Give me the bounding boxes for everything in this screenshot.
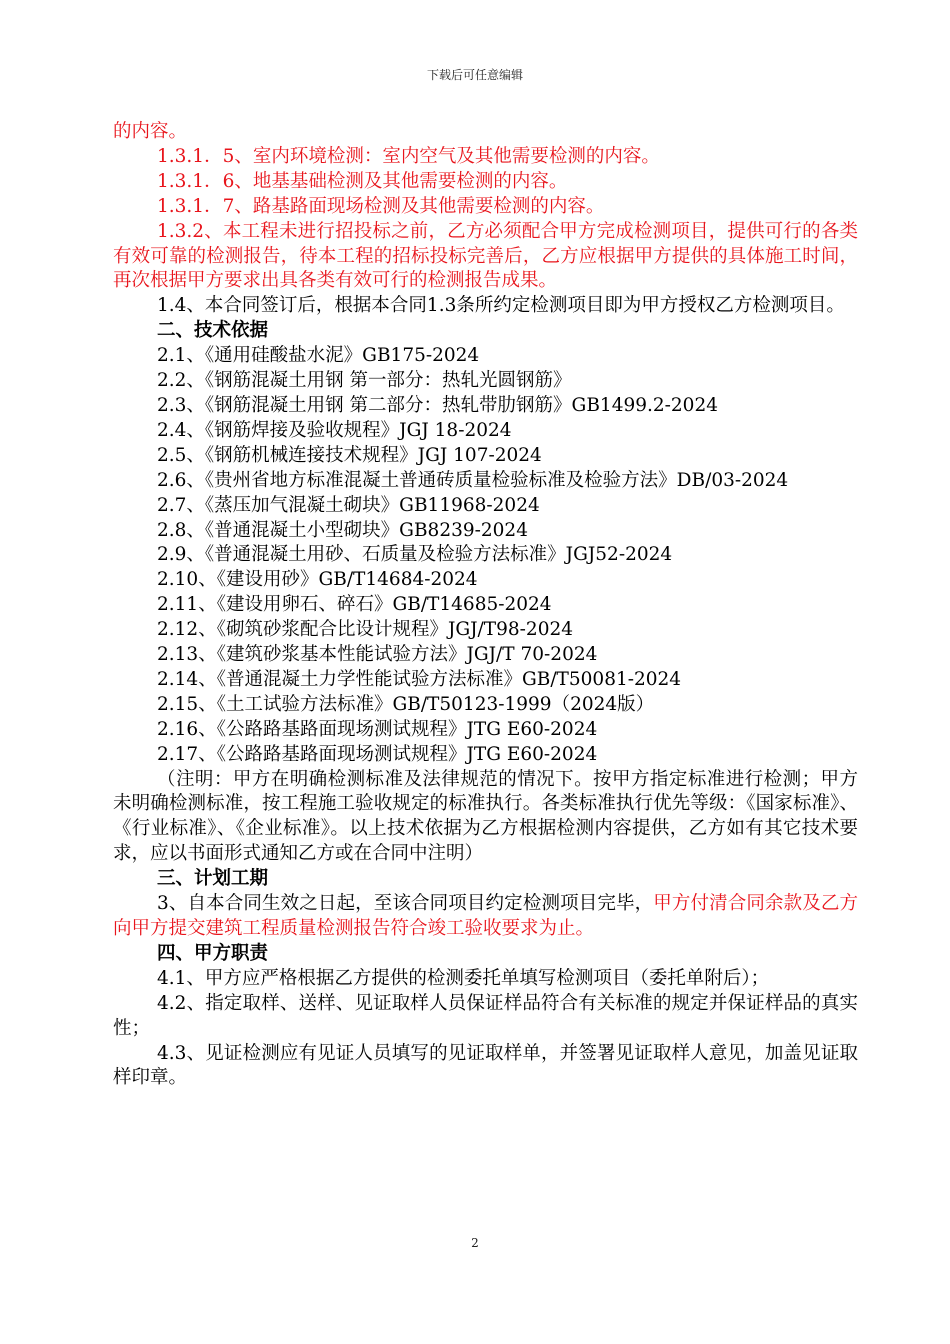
standard-item: 2.15、《土工试验方法标准》GB/T50123-1999（2024版） (157, 693, 655, 715)
clause-1-4: 1.4、本合同签订后，根据本合同1.3条所约定检测项目即为甲方授权乙方检测项目。 (157, 295, 845, 317)
clause-1-3-2: 1.3.2、本工程未进行招投标之前，乙方必须配合甲方完成检测项目，提供可行的各类有效可靠的检测报告，待本工程的招标投标完善后，乙方应根据甲方提供的具体施工时间，再次根据甲方要求出具各类有效可行的检测报告成果。 (113, 220, 858, 292)
standard-item: 2.5、《钢筋机械连接技术规程》JGJ 107-2024 (157, 444, 542, 466)
clause-1-3-1-7: 1.3.1．7、路基路面现场检测及其他需要检测的内容。 (157, 195, 605, 217)
clause-3-highlight: 甲方付清合同余款及乙方向甲方提交建筑工程质量检测报告符合竣工验收要求为止。 (113, 893, 858, 939)
clause-4-1: 4.1、甲方应严格根据乙方提供的检测委托单填写检测项目（委托单附后）； (157, 967, 770, 989)
standard-item: 2.8、《普通混凝土小型砌块》GB8239-2024 (157, 519, 528, 541)
standard-item: 2.6、《贵州省地方标准混凝土普通砖质量检验标准及检验方法》DB/03-2024 (157, 469, 789, 491)
clause-3 (113, 892, 858, 942)
section-heading-party-a-duties: 四、甲方职责 (157, 942, 269, 964)
standard-item: 2.11、《建设用卵石、碎石》GB/T14685-2024 (157, 594, 552, 616)
paragraph-continuation: 的内容。 (113, 121, 188, 142)
section-heading-schedule: 三、计划工期 (157, 868, 269, 890)
standard-item: 2.17、《公路路基路面现场测试规程》JTG E60-2024 (157, 743, 598, 765)
standard-item: 2.12、《砌筑砂浆配合比设计规程》JGJ/T98-2024 (157, 619, 573, 641)
standard-item: 2.3、《钢筋混凝土用钢 第二部分：热轧带肋钢筋》GB1499.2-2024 (157, 394, 718, 416)
standard-item: 2.2、《钢筋混凝土用钢 第一部分：热轧光圆钢筋》 (157, 370, 572, 392)
page-header: 下载后可任意编辑 (426, 68, 523, 82)
clause-3-text: 3、自本合同生效之日起，至该合同项目约定检测项目完毕， (157, 893, 654, 915)
standards-note: （注明：甲方在明确检测标准及法律规范的情况下。按甲方指定标准进行检测；甲方未明确检测标准，按工程施工验收规定的标准执行。各类标准执行优先等级：《国家标准》、《行业标准》、《企业标准》。以上技术依据为乙方根据检测内容提供，乙方如有其它技术要求，应以书面形式通知乙方或在合同中注明） (113, 768, 858, 865)
standard-item: 2.14、《普通混凝土力学性能试验方法标准》GB/T50081-2024 (157, 668, 682, 690)
standard-item: 2.1、《通用硅酸盐水泥》GB175-2024 (157, 345, 480, 367)
standard-item: 2.10、《建设用砂》GB/T14684-2024 (157, 569, 478, 591)
clause-4-2: 4.2、指定取样、送样、见证取样人员保证样品符合有关标准的规定并保证样品的真实性； (113, 992, 858, 1039)
standard-item: 2.13、《建筑砂浆基本性能试验方法》JGJ/T 70-2024 (157, 644, 598, 666)
standard-item: 2.9、《普通混凝土用砂、石质量及检验方法标准》JGJ52-2024 (157, 544, 673, 566)
standard-item: 2.16、《公路路基路面现场测试规程》JTG E60-2024 (157, 718, 598, 740)
clause-4-3: 4.3、见证检测应有见证人员填写的见证取样单，并签署见证取样人意见，加盖见证取样印章。 (113, 1042, 858, 1089)
standard-item: 2.4、《钢筋焊接及验收规程》JGJ 18-2024 (157, 419, 512, 441)
clause-1-3-1-6: 1.3.1．6、地基基础检测及其他需要检测的内容。 (157, 170, 568, 192)
document-body (113, 120, 858, 1091)
clause-1-3-1-5: 1.3.1．5、室内环境检测：室内空气及其他需要检测的内容。 (157, 145, 660, 167)
standard-item: 2.7、《蒸压加气混凝土砌块》GB11968-2024 (157, 494, 540, 516)
section-heading-technical-basis: 二、技术依据 (157, 320, 269, 342)
page-number: 2 (471, 1236, 479, 1250)
